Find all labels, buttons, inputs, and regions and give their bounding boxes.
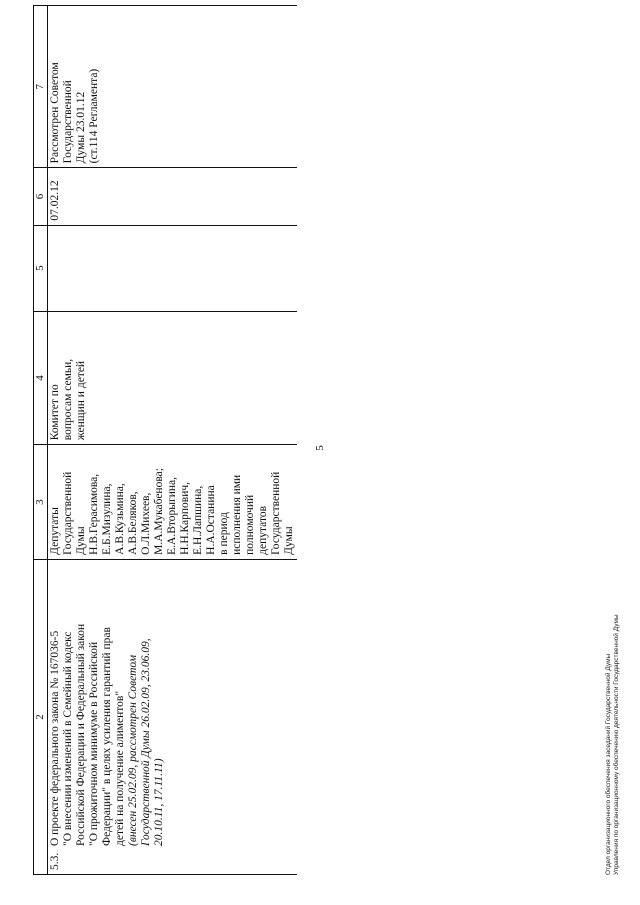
committee-line: вопросам семьи, [62,358,74,441]
note-cell [48,6,298,168]
author-line: Н.А.Останина [205,485,217,555]
header-col-2: 2 [34,559,48,874]
desc-line: О проекте федерального закона № 167036-5 [49,630,61,846]
note-line: Думы 23.01.12 [75,91,87,164]
desc-line: Российской Федерации и Федеральный закон [75,623,87,846]
col5-cell [48,225,298,311]
author-line: М.А.Мукабенова; [153,468,165,555]
bill-description [49,564,166,846]
authors-cell [48,445,298,560]
date-cell: 07.02.12 [48,168,298,225]
note-line: Государственной [62,80,74,164]
desc-line: "О внесении изменений в Семейный кодекс [62,631,74,846]
desc-line: "О прожиточном минимуме в Российской [88,641,100,846]
author-line: Депутаты [49,507,61,555]
note-line: (ст.114 Регламента) [88,68,100,164]
note-line: Рассмотрен Советом [49,62,61,164]
author-line: Е.Н.Лапшина, [192,485,204,555]
author-line: О.Л.Михеев, [140,492,152,555]
bill-description-cell [48,559,298,874]
header-col-4: 4 [34,311,48,445]
author-line: А.В.Кузьмина, [114,483,126,555]
footer [605,614,621,875]
author-line: Е.Б.Мизулина, [101,483,113,555]
committee-line: Комитет по [49,384,61,441]
committee-cell [48,311,298,445]
author-line: Е.А.Вторыгина, [166,477,178,555]
footer-line: Отдел организационного обеспечения заседаний Государственной Думы [605,653,612,875]
author-line: депутатов [257,505,269,555]
desc-line: Федерации" в целях усиления гарантий прав [101,627,113,846]
author-line: в период [218,512,230,555]
table-row [48,6,298,875]
author-line: Государственной [62,471,74,555]
row-number: 5.3. [49,852,61,870]
page-number: 5 [314,445,326,451]
legislation-table [33,5,297,875]
author-line: Н.Н.Карпович, [179,481,191,555]
author-line: Думы [283,526,295,555]
committee-line: женщин и детей [75,360,87,441]
author-line: Думы [75,526,87,555]
author-line: Н.В.Герасимова, [88,473,100,555]
author-line: исполнения ими [231,474,243,555]
desc-history-line: (внесен 25.02.09, рассмотрен Советом [127,654,139,846]
author-line: А.В.Беляков, [127,491,139,555]
desc-history-line: 20.10.11, 17.11.11) [153,758,165,846]
desc-line: детей на получение алиментов" [114,690,126,846]
author-line: Государственной [270,471,282,555]
footer-line: Управления по организационному обеспечению деятельности Государственной Думы [613,614,620,875]
desc-history-line: Государственной Думы 26.02.09, 23.06.09, [140,638,152,846]
header-col-7: 7 [34,6,48,168]
author-line: полномочий [244,494,256,555]
header-col-3: 3 [34,445,48,560]
header-row [34,6,48,875]
header-col-5: 5 [34,225,48,311]
header-col-6: 6 [34,168,48,225]
